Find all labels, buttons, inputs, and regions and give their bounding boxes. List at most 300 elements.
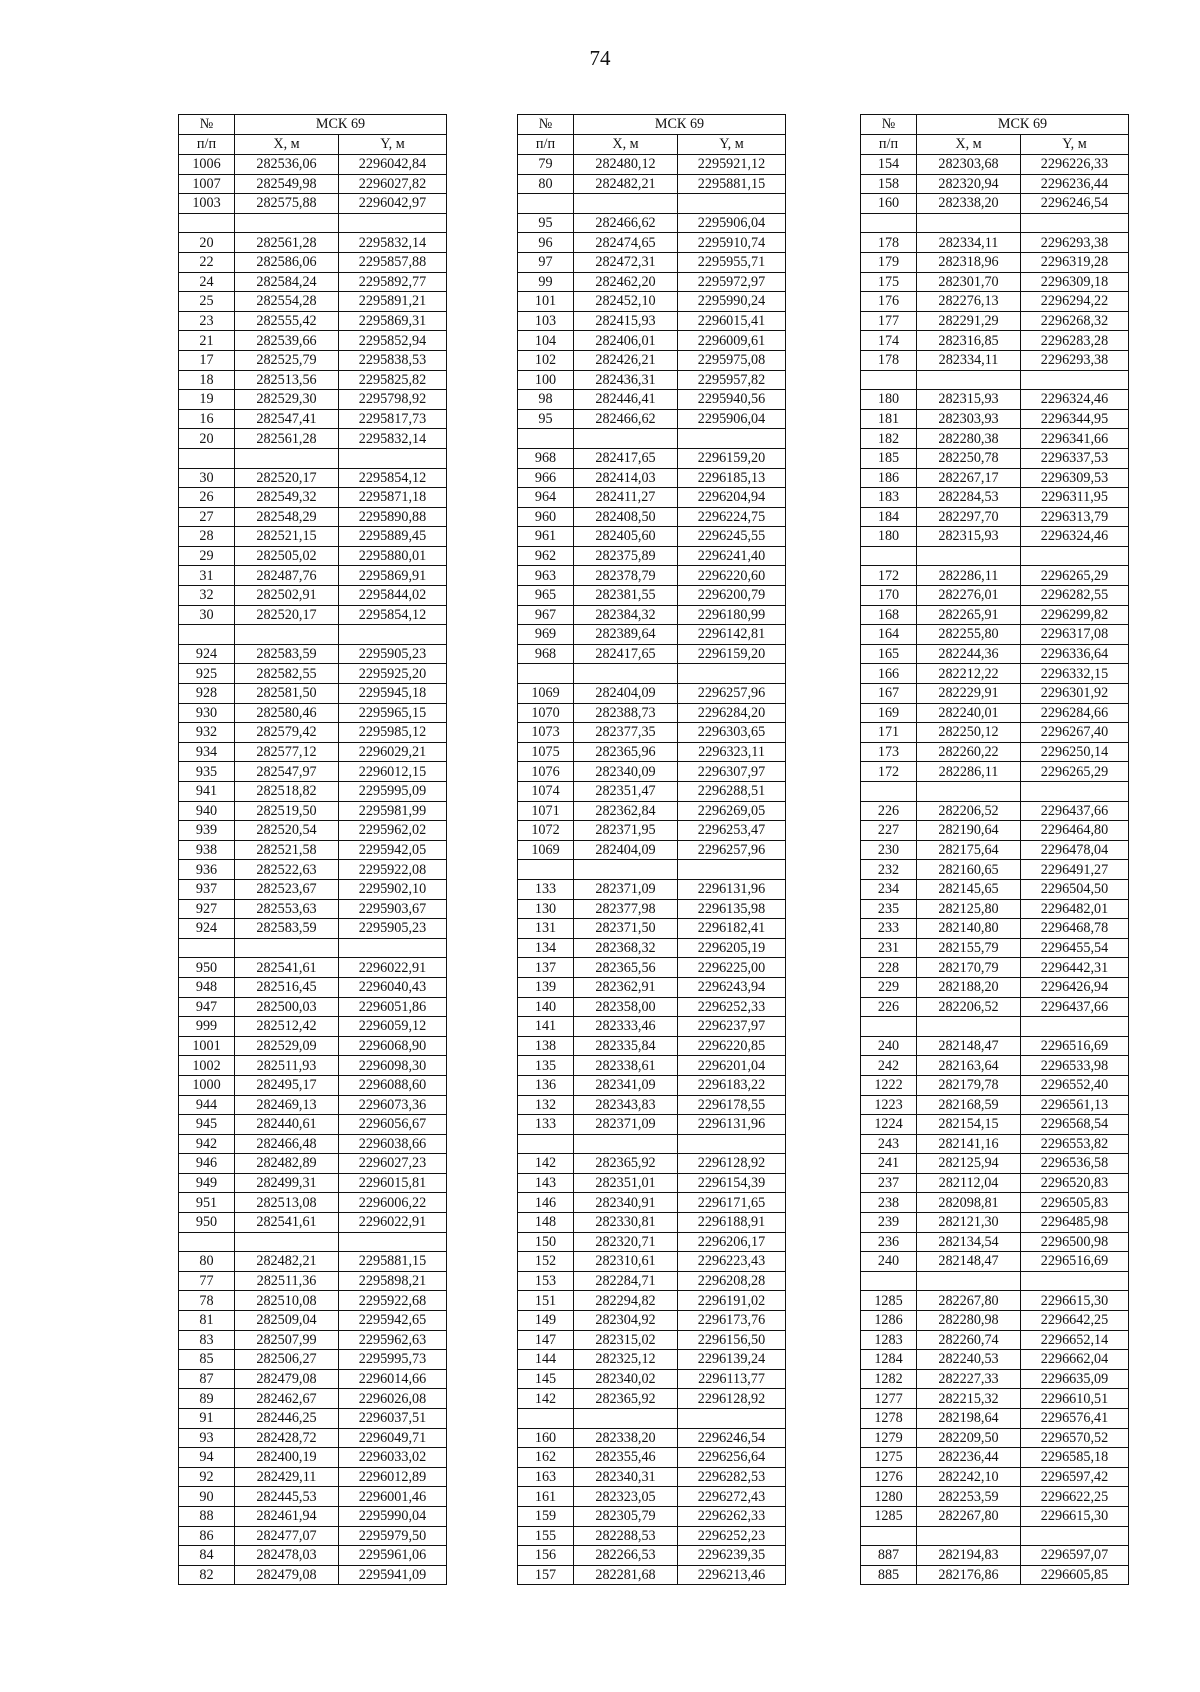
table-row	[518, 1526, 786, 1546]
x-coordinate-cell: 282579,42	[235, 723, 339, 743]
table-row	[179, 350, 447, 370]
x-coordinate-cell: 282522,63	[235, 860, 339, 880]
point-number-cell: 89	[179, 1389, 235, 1409]
point-number-cell: 1276	[861, 1467, 917, 1487]
y-coordinate-cell: 2295906,04	[678, 409, 786, 429]
y-coordinate-cell: 2296257,96	[678, 840, 786, 860]
table-row	[518, 997, 786, 1017]
point-number-cell: 229	[861, 977, 917, 997]
point-number-cell	[518, 429, 574, 449]
x-coordinate-cell: 282212,22	[917, 664, 1021, 684]
x-coordinate-cell: 282323,05	[574, 1487, 678, 1507]
y-coordinate-cell: 2296033,02	[339, 1448, 447, 1468]
point-number-cell: 136	[518, 1075, 574, 1095]
point-number-cell: 924	[179, 919, 235, 939]
table-row	[861, 958, 1129, 978]
x-coordinate-cell: 282506,27	[235, 1350, 339, 1370]
y-coordinate-cell: 2295942,05	[339, 840, 447, 860]
point-number-cell: 81	[179, 1311, 235, 1331]
y-coordinate-cell: 2296042,97	[339, 194, 447, 214]
table-row	[518, 1506, 786, 1526]
table-row	[861, 1232, 1129, 1252]
point-number-cell: 1007	[179, 174, 235, 194]
table-row	[179, 840, 447, 860]
table-row	[518, 644, 786, 664]
table-row	[861, 742, 1129, 762]
x-coordinate-cell: 282358,00	[574, 997, 678, 1017]
y-coordinate-cell: 2296188,91	[678, 1213, 786, 1233]
point-number-cell: 235	[861, 899, 917, 919]
x-coordinate-cell: 282209,50	[917, 1428, 1021, 1448]
x-coordinate-cell: 282305,79	[574, 1506, 678, 1526]
x-coordinate-cell: 282145,65	[917, 879, 1021, 899]
point-number-cell	[179, 625, 235, 645]
point-number-cell: 960	[518, 507, 574, 527]
x-coordinate-cell: 282555,42	[235, 311, 339, 331]
x-coordinate-cell: 282371,50	[574, 919, 678, 939]
x-coordinate-cell: 282330,81	[574, 1213, 678, 1233]
table-row	[861, 684, 1129, 704]
x-coordinate-cell: 282229,91	[917, 684, 1021, 704]
point-number-cell: 93	[179, 1428, 235, 1448]
point-number-cell	[861, 1017, 917, 1037]
x-coordinate-cell: 282276,01	[917, 586, 1021, 606]
y-coordinate-cell: 2296250,14	[1021, 742, 1129, 762]
table-row	[861, 762, 1129, 782]
y-coordinate-cell: 2296570,52	[1021, 1428, 1129, 1448]
header-coordinate-system: МСК 69	[917, 115, 1129, 135]
x-coordinate-cell: 282520,17	[235, 468, 339, 488]
y-coordinate-cell: 2296200,79	[678, 586, 786, 606]
point-number-cell: 940	[179, 801, 235, 821]
table-row	[179, 742, 447, 762]
table-row	[518, 331, 786, 351]
point-number-cell: 103	[518, 311, 574, 331]
x-coordinate-cell	[917, 370, 1021, 390]
table-row	[518, 448, 786, 468]
point-number-cell: 142	[518, 1154, 574, 1174]
y-coordinate-cell: 2295957,82	[678, 370, 786, 390]
point-number-cell: 158	[861, 174, 917, 194]
point-number-cell: 98	[518, 390, 574, 410]
y-coordinate-cell: 2296236,44	[1021, 174, 1129, 194]
y-coordinate-cell: 2296051,86	[339, 997, 447, 1017]
point-number-cell: 1285	[861, 1291, 917, 1311]
y-coordinate-cell: 2295962,02	[339, 821, 447, 841]
table-row	[861, 468, 1129, 488]
point-number-cell: 1003	[179, 194, 235, 214]
table-row	[518, 174, 786, 194]
table-row	[861, 860, 1129, 880]
y-coordinate-cell: 2296455,54	[1021, 938, 1129, 958]
y-coordinate-cell: 2295981,99	[339, 801, 447, 821]
table-row	[179, 899, 447, 919]
table-row	[179, 566, 447, 586]
y-coordinate-cell: 2295955,71	[678, 252, 786, 272]
point-number-cell: 238	[861, 1193, 917, 1213]
x-coordinate-cell: 282404,09	[574, 684, 678, 704]
table-row	[518, 860, 786, 880]
x-coordinate-cell: 282511,36	[235, 1271, 339, 1291]
table-row	[179, 1409, 447, 1429]
point-number-cell: 134	[518, 938, 574, 958]
table-row	[861, 1193, 1129, 1213]
y-coordinate-cell	[678, 1134, 786, 1154]
x-coordinate-cell	[917, 546, 1021, 566]
y-coordinate-cell: 2296256,64	[678, 1448, 786, 1468]
y-coordinate-cell: 2296635,09	[1021, 1369, 1129, 1389]
point-number-cell: 930	[179, 703, 235, 723]
table-row	[179, 1134, 447, 1154]
y-coordinate-cell: 2296309,18	[1021, 272, 1129, 292]
y-coordinate-cell: 2296182,41	[678, 919, 786, 939]
y-coordinate-cell: 2296014,66	[339, 1369, 447, 1389]
table-row	[861, 1389, 1129, 1409]
table-row	[518, 1115, 786, 1135]
point-number-cell	[861, 1271, 917, 1291]
table-row	[179, 723, 447, 743]
table-row	[179, 468, 447, 488]
x-coordinate-cell: 282446,41	[574, 390, 678, 410]
point-number-cell: 945	[179, 1115, 235, 1135]
x-coordinate-cell: 282240,01	[917, 703, 1021, 723]
point-number-cell: 94	[179, 1448, 235, 1468]
table-row	[861, 350, 1129, 370]
x-coordinate-cell: 282267,17	[917, 468, 1021, 488]
y-coordinate-cell: 2295985,12	[339, 723, 447, 743]
x-coordinate-cell: 282466,62	[574, 409, 678, 429]
table-row	[179, 155, 447, 175]
table-row	[861, 311, 1129, 331]
x-coordinate-cell: 282125,80	[917, 899, 1021, 919]
point-number-cell: 1223	[861, 1095, 917, 1115]
table-row	[179, 1330, 447, 1350]
table-row	[179, 390, 447, 410]
point-number-cell: 97	[518, 252, 574, 272]
point-number-cell: 924	[179, 644, 235, 664]
point-number-cell: 164	[861, 625, 917, 645]
point-number-cell: 80	[179, 1252, 235, 1272]
x-coordinate-cell: 282098,81	[917, 1193, 1021, 1213]
point-number-cell: 150	[518, 1232, 574, 1252]
x-coordinate-cell: 282384,32	[574, 605, 678, 625]
y-coordinate-cell: 2295857,88	[339, 252, 447, 272]
x-coordinate-cell	[574, 429, 678, 449]
point-number-cell: 88	[179, 1506, 235, 1526]
x-coordinate-cell: 282280,38	[917, 429, 1021, 449]
y-coordinate-cell: 2295905,23	[339, 644, 447, 664]
y-coordinate-cell: 2295962,63	[339, 1330, 447, 1350]
x-coordinate-cell: 282575,88	[235, 194, 339, 214]
y-coordinate-cell	[678, 1409, 786, 1429]
y-coordinate-cell: 2296442,31	[1021, 958, 1129, 978]
table-row	[179, 1546, 447, 1566]
x-coordinate-cell	[917, 1271, 1021, 1291]
table-row	[179, 762, 447, 782]
y-coordinate-cell: 2296341,66	[1021, 429, 1129, 449]
x-coordinate-cell: 282365,92	[574, 1154, 678, 1174]
point-number-cell: 130	[518, 899, 574, 919]
point-number-cell: 240	[861, 1252, 917, 1272]
y-coordinate-cell: 2296178,55	[678, 1095, 786, 1115]
table-row	[861, 703, 1129, 723]
x-coordinate-cell: 282343,83	[574, 1095, 678, 1115]
y-coordinate-cell: 2296319,28	[1021, 252, 1129, 272]
point-number-cell: 170	[861, 586, 917, 606]
y-coordinate-cell: 2296068,90	[339, 1036, 447, 1056]
x-coordinate-cell: 282242,10	[917, 1467, 1021, 1487]
table-row	[861, 1115, 1129, 1135]
point-number-cell: 139	[518, 977, 574, 997]
y-coordinate-cell: 2296059,12	[339, 1017, 447, 1037]
table-row	[518, 1193, 786, 1213]
point-number-cell: 226	[861, 801, 917, 821]
x-coordinate-cell: 282334,11	[917, 350, 1021, 370]
point-number-cell	[518, 860, 574, 880]
x-coordinate-cell: 282315,93	[917, 390, 1021, 410]
table-row	[518, 1134, 786, 1154]
x-coordinate-cell: 282141,16	[917, 1134, 1021, 1154]
table-row	[861, 938, 1129, 958]
point-number-cell: 172	[861, 566, 917, 586]
table-row	[861, 213, 1129, 233]
point-number-cell: 180	[861, 527, 917, 547]
x-coordinate-cell	[574, 194, 678, 214]
x-coordinate-cell: 282265,91	[917, 605, 1021, 625]
point-number-cell: 132	[518, 1095, 574, 1115]
x-coordinate-cell: 282194,83	[917, 1546, 1021, 1566]
table-row	[861, 1350, 1129, 1370]
x-coordinate-cell: 282539,66	[235, 331, 339, 351]
header-x: X, м	[235, 135, 339, 155]
y-coordinate-cell: 2296642,25	[1021, 1311, 1129, 1331]
point-number-cell: 1275	[861, 1448, 917, 1468]
point-number-cell: 937	[179, 879, 235, 899]
y-coordinate-cell: 2296022,91	[339, 1213, 447, 1233]
table-row	[518, 468, 786, 488]
y-coordinate-cell: 2296262,33	[678, 1506, 786, 1526]
x-coordinate-cell: 282338,61	[574, 1056, 678, 1076]
point-number-cell: 242	[861, 1056, 917, 1076]
y-coordinate-cell: 2295880,01	[339, 546, 447, 566]
point-number-cell: 1282	[861, 1369, 917, 1389]
y-coordinate-cell: 2295832,14	[339, 429, 447, 449]
y-coordinate-cell	[678, 664, 786, 684]
table-row	[518, 155, 786, 175]
table-row	[518, 370, 786, 390]
table-row	[518, 1369, 786, 1389]
x-coordinate-cell: 282154,15	[917, 1115, 1021, 1135]
table-row	[179, 860, 447, 880]
x-coordinate-cell: 282381,55	[574, 586, 678, 606]
point-number-cell: 24	[179, 272, 235, 292]
point-number-cell: 927	[179, 899, 235, 919]
table-row	[861, 605, 1129, 625]
table-row	[179, 1075, 447, 1095]
y-coordinate-cell: 2296282,53	[678, 1467, 786, 1487]
point-number-cell: 20	[179, 429, 235, 449]
table-row	[518, 782, 786, 802]
y-coordinate-cell	[678, 429, 786, 449]
x-coordinate-cell: 282297,70	[917, 507, 1021, 527]
x-coordinate-cell: 282584,24	[235, 272, 339, 292]
table-row	[179, 233, 447, 253]
y-coordinate-cell: 2296225,00	[678, 958, 786, 978]
point-number-cell	[518, 664, 574, 684]
table-row	[861, 1506, 1129, 1526]
y-coordinate-cell: 2296533,98	[1021, 1056, 1129, 1076]
y-coordinate-cell: 2296257,96	[678, 684, 786, 704]
point-number-cell: 1280	[861, 1487, 917, 1507]
point-number-cell: 154	[861, 155, 917, 175]
table-row	[179, 1291, 447, 1311]
coordinates-table-1	[178, 114, 447, 1585]
y-coordinate-cell	[1021, 1526, 1129, 1546]
point-number-cell: 174	[861, 331, 917, 351]
point-number-cell: 102	[518, 350, 574, 370]
y-coordinate-cell: 2295965,15	[339, 703, 447, 723]
point-number-cell: 1279	[861, 1428, 917, 1448]
point-number-cell: 1075	[518, 742, 574, 762]
x-coordinate-cell: 282561,28	[235, 233, 339, 253]
x-coordinate-cell: 282580,46	[235, 703, 339, 723]
y-coordinate-cell: 2296208,28	[678, 1271, 786, 1291]
point-number-cell: 23	[179, 311, 235, 331]
x-coordinate-cell: 282509,04	[235, 1311, 339, 1331]
point-number-cell: 887	[861, 1546, 917, 1566]
table-row	[518, 723, 786, 743]
point-number-cell: 999	[179, 1017, 235, 1037]
table-row	[861, 448, 1129, 468]
y-coordinate-cell: 2296027,23	[339, 1154, 447, 1174]
table-row	[179, 331, 447, 351]
point-number-cell: 143	[518, 1173, 574, 1193]
table-body	[861, 155, 1129, 1585]
x-coordinate-cell: 282315,93	[917, 527, 1021, 547]
point-number-cell: 175	[861, 272, 917, 292]
x-coordinate-cell: 282266,53	[574, 1546, 678, 1566]
y-coordinate-cell	[339, 1232, 447, 1252]
y-coordinate-cell: 2296337,53	[1021, 448, 1129, 468]
table-row	[861, 1369, 1129, 1389]
table-row	[179, 684, 447, 704]
point-number-cell: 180	[861, 390, 917, 410]
y-coordinate-cell: 2296464,80	[1021, 821, 1129, 841]
y-coordinate-cell: 2295990,24	[678, 292, 786, 312]
x-coordinate-cell	[235, 1232, 339, 1252]
point-number-cell: 1072	[518, 821, 574, 841]
point-number-cell: 16	[179, 409, 235, 429]
point-number-cell: 178	[861, 233, 917, 253]
point-number-cell: 32	[179, 586, 235, 606]
y-coordinate-cell	[339, 938, 447, 958]
point-number-cell: 1069	[518, 684, 574, 704]
x-coordinate-cell	[235, 625, 339, 645]
point-number-cell: 968	[518, 448, 574, 468]
point-number-cell: 186	[861, 468, 917, 488]
y-coordinate-cell: 2296206,17	[678, 1232, 786, 1252]
y-coordinate-cell: 2296552,40	[1021, 1075, 1129, 1095]
point-number-cell: 142	[518, 1389, 574, 1409]
point-number-cell: 885	[861, 1565, 917, 1585]
y-coordinate-cell: 2296267,40	[1021, 723, 1129, 743]
table-row	[518, 1271, 786, 1291]
page-number: 74	[589, 46, 611, 70]
header-y: Y, м	[339, 135, 447, 155]
x-coordinate-cell	[235, 448, 339, 468]
header-number-sub: п/п	[179, 135, 235, 155]
table-row	[518, 1056, 786, 1076]
y-coordinate-cell: 2296223,43	[678, 1252, 786, 1272]
header-number-sub: п/п	[518, 135, 574, 155]
y-coordinate-cell: 2296336,64	[1021, 644, 1129, 664]
table-row	[179, 644, 447, 664]
y-coordinate-cell: 2296241,40	[678, 546, 786, 566]
table-row	[518, 507, 786, 527]
x-coordinate-cell: 282355,46	[574, 1448, 678, 1468]
x-coordinate-cell: 282510,08	[235, 1291, 339, 1311]
x-coordinate-cell: 282198,64	[917, 1409, 1021, 1429]
y-coordinate-cell: 2296113,77	[678, 1369, 786, 1389]
table-row	[518, 1565, 786, 1585]
x-coordinate-cell: 282502,91	[235, 586, 339, 606]
x-coordinate-cell: 282406,01	[574, 331, 678, 351]
y-coordinate-cell: 2295972,97	[678, 272, 786, 292]
table-row	[518, 1428, 786, 1448]
table-row	[518, 899, 786, 919]
table-row	[861, 1056, 1129, 1076]
y-coordinate-cell: 2296536,58	[1021, 1154, 1129, 1174]
y-coordinate-cell: 2296478,04	[1021, 840, 1129, 860]
table-row	[861, 1095, 1129, 1115]
point-number-cell	[861, 213, 917, 233]
table-row	[861, 429, 1129, 449]
point-number-cell: 141	[518, 1017, 574, 1037]
table-row	[861, 1409, 1129, 1429]
table-row	[518, 1291, 786, 1311]
y-coordinate-cell: 2295925,20	[339, 664, 447, 684]
point-number-cell: 230	[861, 840, 917, 860]
point-number-cell: 92	[179, 1467, 235, 1487]
x-coordinate-cell: 282479,08	[235, 1565, 339, 1585]
table-row	[861, 1565, 1129, 1585]
table-row	[861, 919, 1129, 939]
y-coordinate-cell: 2296307,97	[678, 762, 786, 782]
point-number-cell: 155	[518, 1526, 574, 1546]
point-number-cell: 1002	[179, 1056, 235, 1076]
x-coordinate-cell: 282586,06	[235, 252, 339, 272]
table-row	[179, 1487, 447, 1507]
point-number-cell: 163	[518, 1467, 574, 1487]
y-coordinate-cell: 2296252,23	[678, 1526, 786, 1546]
x-coordinate-cell: 282340,31	[574, 1467, 678, 1487]
y-coordinate-cell: 2296294,22	[1021, 292, 1129, 312]
x-coordinate-cell: 282371,09	[574, 879, 678, 899]
point-number-cell: 99	[518, 272, 574, 292]
x-coordinate-cell: 282507,99	[235, 1330, 339, 1350]
table-row	[861, 1311, 1129, 1331]
x-coordinate-cell: 282267,80	[917, 1291, 1021, 1311]
y-coordinate-cell: 2296269,05	[678, 801, 786, 821]
table-row	[861, 233, 1129, 253]
point-number-cell: 967	[518, 605, 574, 625]
y-coordinate-cell	[1021, 782, 1129, 802]
point-number-cell: 168	[861, 605, 917, 625]
x-coordinate-cell: 282206,52	[917, 801, 1021, 821]
table-row	[861, 801, 1129, 821]
y-coordinate-cell: 2295898,21	[339, 1271, 447, 1291]
point-number-cell	[179, 448, 235, 468]
